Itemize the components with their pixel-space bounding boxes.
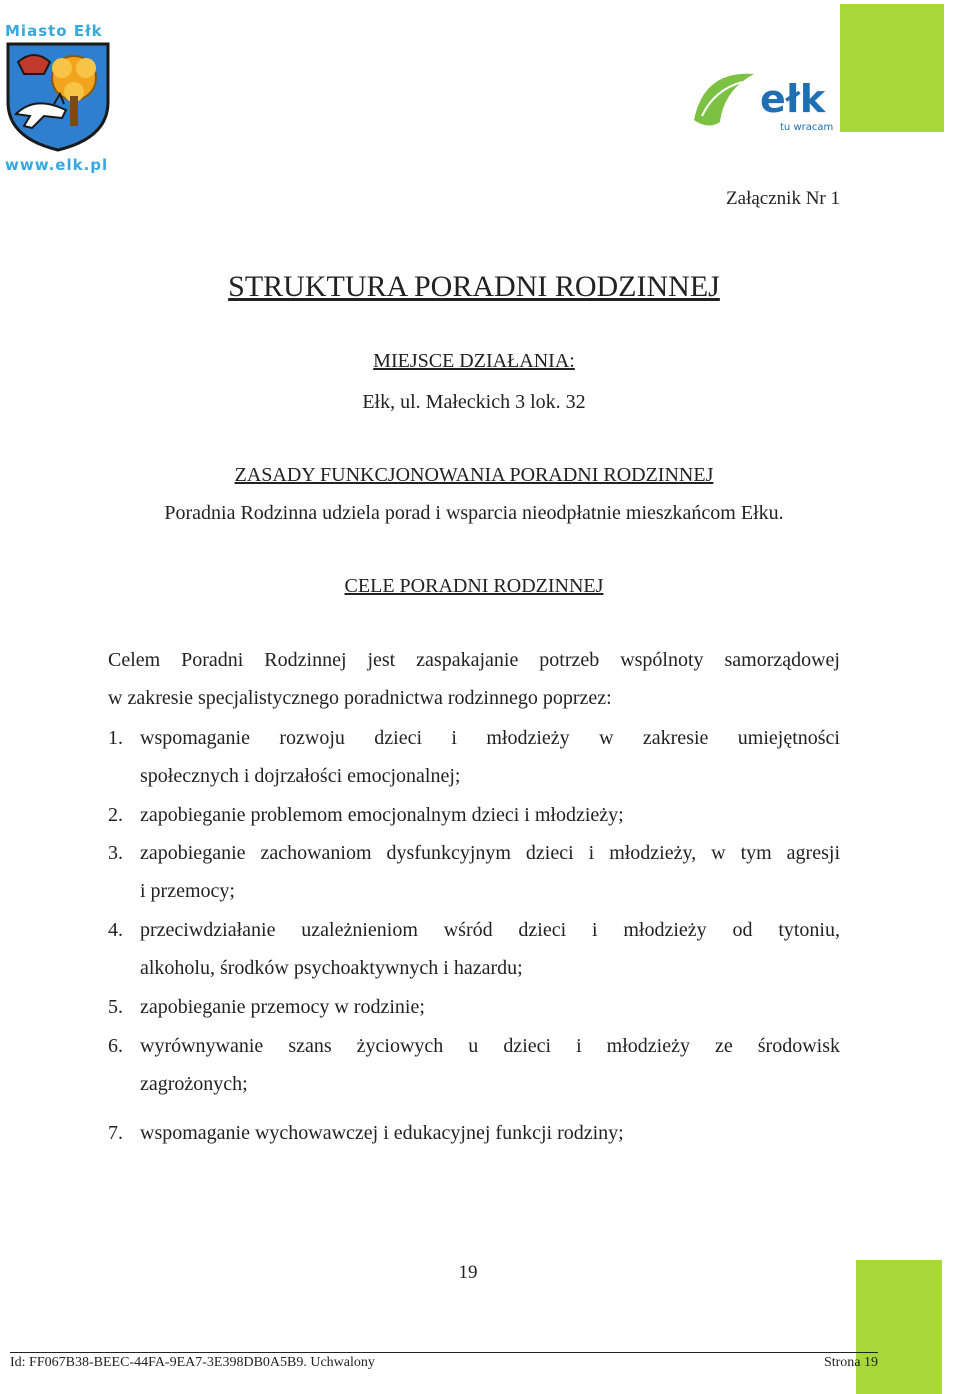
brand-logo-text: ełk: [760, 77, 826, 121]
location-heading: MIEJSCE DZIAŁANIA:: [373, 350, 575, 372]
list-item: [140, 988, 840, 1026]
list-item: [140, 834, 840, 910]
footer-color-strip: [856, 1260, 942, 1394]
goal-line-2: zagrożonych;: [140, 1073, 248, 1095]
attachment-label: Załącznik Nr 1: [726, 188, 840, 209]
goal-line-1: przeciwdziałanie uzależnieniom wśród dzieci i młodzieży od tytoniu,: [140, 919, 840, 941]
list-item: [140, 796, 840, 834]
brand-color-strip: [840, 4, 944, 132]
document-id: Id: FF067B38-BEEC-44FA-9EA7-3E398DB0A5B9. Uchwalony: [10, 1355, 375, 1370]
goal-number: 7.: [108, 1122, 123, 1144]
goal-number: 6.: [108, 1035, 123, 1057]
footer-divider: [10, 1352, 878, 1353]
goal-line-1: wyrównywanie szans życiowych u dzieci i młodzieży ze środowisk: [140, 1035, 840, 1057]
goal-line-1: zapobieganie zachowaniom dysfunkcyjnym dzieci i młodzieży, w tym agresji: [140, 842, 840, 864]
city-logo: [0, 0, 118, 180]
goal-line-1: wspomaganie rozwoju dzieci i młodzieży w zakresie umiejętności: [140, 727, 840, 749]
goal-line-1: wspomaganie wychowawczej i edukacyjnej funkcji rodziny;: [140, 1122, 624, 1144]
page-number: 19: [458, 1262, 478, 1283]
goal-line-2: społecznych i dojrzałości emocjonalnej;: [140, 765, 461, 787]
goals-intro-line-2: w zakresie specjalistycznego poradnictwa rodzinnego poprzez:: [108, 687, 612, 709]
goal-number: 2.: [108, 804, 123, 826]
leaf-icon: [694, 74, 754, 126]
goal-number: 4.: [108, 919, 123, 941]
page-title: STRUKTURA PORADNI RODZINNEJ: [228, 270, 720, 303]
goal-line-1: zapobieganie problemom emocjonalnym dzieci i młodzieży;: [140, 804, 624, 826]
city-site-name: Miasto Ełk: [5, 22, 103, 40]
goal-number: 1.: [108, 727, 123, 749]
goal-line-1: zapobieganie przemocy w rodzinie;: [140, 996, 425, 1018]
rules-heading: ZASADY FUNKCJONOWANIA PORADNI RODZINNEJ: [234, 464, 714, 486]
location-address: Ełk, ul. Małeckich 3 lok. 32: [362, 391, 586, 413]
city-site-url: www.elk.pl: [5, 156, 109, 174]
coat-of-arms-icon: [4, 40, 112, 152]
elk-brand-logo: [684, 60, 854, 140]
goals-intro-line-1: Celem Poradni Rodzinnej jest zaspakajanie potrzeb wspólnoty samorządowej: [108, 649, 840, 671]
list-item: [140, 1114, 840, 1152]
list-item: [140, 1027, 840, 1103]
list-item: [140, 911, 840, 987]
goal-line-2: alkoholu, środków psychoaktywnych i hazardu;: [140, 957, 523, 979]
goal-number: 3.: [108, 842, 123, 864]
page-label: Strona 19: [823, 1355, 878, 1370]
rules-text: Poradnia Rodzinna udziela porad i wsparcia nieodpłatnie mieszkańcom Ełku.: [164, 502, 784, 524]
goal-number: 5.: [108, 996, 123, 1018]
goal-line-2: i przemocy;: [140, 880, 235, 902]
brand-logo-tagline: tu wracam: [780, 122, 834, 133]
goals-heading: CELE PORADNI RODZINNEJ: [344, 575, 604, 597]
list-item: [140, 719, 840, 795]
